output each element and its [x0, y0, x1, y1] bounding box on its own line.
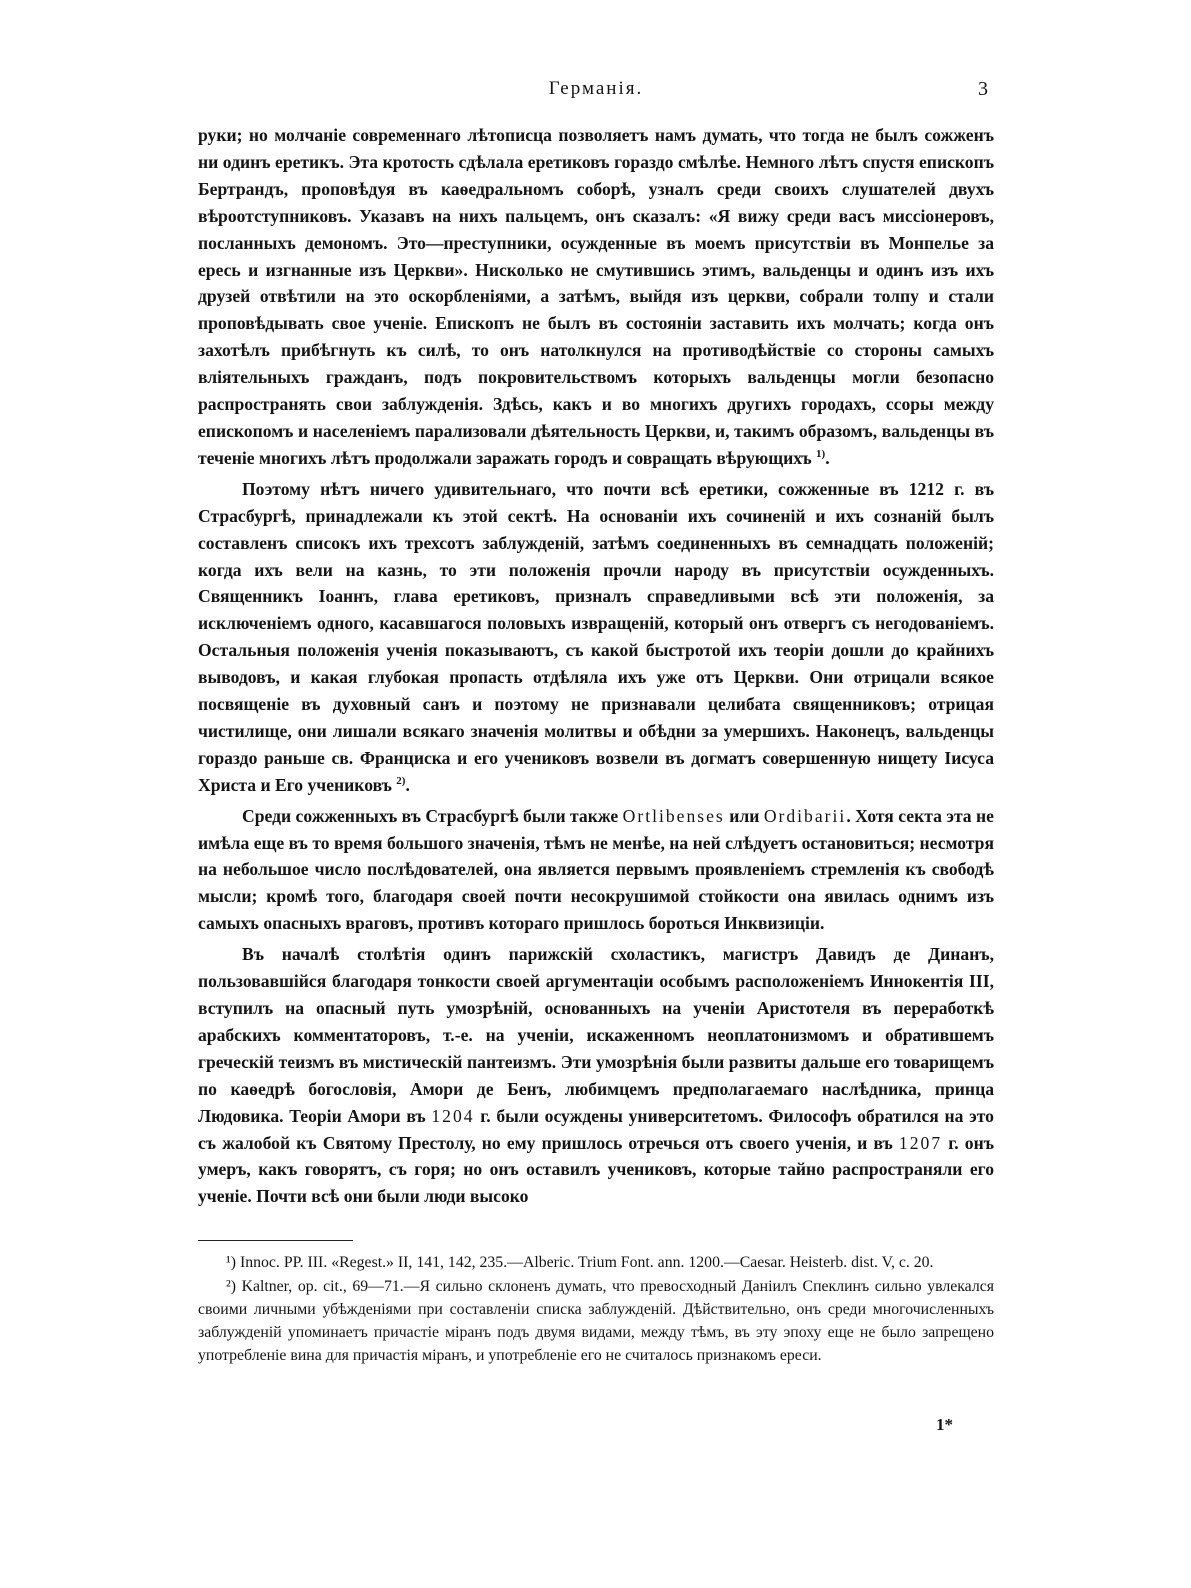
footnote-1 — [198, 1251, 994, 1274]
footnotes — [198, 1251, 994, 1368]
paragraph-3-part-a: Среди сожженныхъ въ Страсбургѣ были также — [242, 805, 623, 826]
paragraph-3-part-b: или — [724, 805, 764, 826]
paragraph-4-part-c: г. онъ умеръ, какъ говорятъ, съ горя; но онъ оставилъ учениковъ, которые тайно распространяли его ученіе. Почти всѣ они были люди высоко — [198, 1132, 994, 1207]
paragraph-3-part-c: . Хотя секта эта не имѣла еще въ то время большого значенія, тѣмъ не менѣе, на ней слѣдуетъ остановиться; несмотря на небольшое число послѣдователей, она является первымъ проявленіемъ стремленія къ свободѣ мысли; кромѣ того, благодаря своей почти несокрушимой стойкости она явилась однимъ изъ самыхъ опасныхъ враговъ, противъ котораго пришлось бороться Инквизиціи. — [198, 805, 994, 934]
footnote-ref-1: 1) — [816, 448, 826, 461]
page-header — [198, 78, 994, 108]
paragraph-2-end: . — [405, 774, 410, 795]
year-1204: 1204 — [431, 1105, 475, 1126]
paragraph-1-end: . — [825, 447, 830, 468]
footnote-1-mark: ¹) — [226, 1254, 236, 1271]
year-1207: 1207 — [898, 1132, 943, 1153]
paragraph-4-part-b: г. были осуждены университетомъ. Философъ обратился на это съ жалобой къ Святому Престолу, но ему пришлось отречься отъ своего ученія, и въ — [198, 1105, 994, 1153]
paragraph-1-text: руки; но молчаніе современнаго лѣтописца позволяетъ намъ думать, что тогда не былъ сожженъ ни одинъ еретикъ. Эта кротость сдѣлала еретиковъ гораздо смѣлѣе. Немного лѣтъ спустя епископъ Бертрандъ, проповѣдуя въ каѳедральномъ соборѣ, узналъ среди своихъ слушателей двухъ вѣроотступниковъ. Указавъ на нихъ пальцемъ, онъ сказалъ: «Я вижу среди васъ миссіонеровъ, посланныхъ демономъ. Это—преступники, осужденные въ моемъ присутствіи въ Монпелье за ересь и изгнанные изъ Церкви». Нисколько не смутившись этимъ, вальденцы и одинъ изъ ихъ друзей отвѣтили на это оскорбленіями, а затѣмъ, выйдя изъ церкви, собрали толпу и стали проповѣдывать свое ученіе. Епископъ не былъ въ состояніи заставить ихъ молчать; когда онъ захотѣлъ прибѣгнуть къ силѣ, то онъ натолкнулся на противодѣйствіе со стороны самыхъ вліятельныхъ гражданъ, подъ покровительствомъ которыхъ вальденцы могли безопасно распространять свои заблужденія. Здѣсь, какъ и во многихъ другихъ городахъ, ссоры между епископомъ и населеніемъ парализовали дѣятельность Церкви, и, такимъ образомъ, вальденцы въ теченіе многихъ лѣтъ продолжали заражать городъ и совращать вѣрующихъ — [198, 125, 994, 468]
footnote-2 — [198, 1275, 994, 1367]
paragraph-4 — [198, 941, 994, 1210]
paragraph-3 — [198, 803, 994, 938]
main-text — [198, 122, 994, 1210]
page-number: 3 — [978, 78, 988, 100]
running-title: Германія. — [548, 78, 644, 99]
term-ortlibenses: Ortlibenses — [622, 805, 725, 826]
paragraph-1 — [198, 122, 994, 472]
term-ordibarii: Ordibarii — [763, 805, 847, 826]
signature-mark: 1* — [936, 1415, 953, 1434]
paragraph-4-part-a: Въ началѣ столѣтія одинъ парижскій схоластикъ, магистръ Давидъ де Динанъ, пользовавшійся благодаря тонкости своей аргументаціи особымъ расположеніемъ Иннокентія III, вступилъ на опасный путь умозрѣній, основанныхъ на ученіи Аристотеля въ переработкѣ арабскихъ комментаторовъ, т.-е. на ученіи, искаженномъ неоплатонизмомъ и обратившемъ греческій теизмъ въ мистическій пантеизмъ. Эти умозрѣнія были развиты дальше его товарищемъ по каѳедрѣ богословія, Амори де Бенъ, любимцемъ предполагаемаго наслѣдника, принца Людовика. Теоріи Амори въ — [198, 944, 994, 1126]
paragraph-2 — [198, 476, 994, 799]
footnote-2-mark: ²) — [226, 1278, 236, 1295]
footnote-2-text: Kaltner, op. cit., 69—71.—Я сильно склоненъ думать, что превосходный Даніилъ Спеклинъ сильно увлекался своими личными убѣжденіями при составленіи списка заблужденій. Дѣйствительно, онъ среди многочисленныхъ заблужденій упоминаетъ причастіе міранъ подъ двумя видами, между тѣмъ, въ эту эпоху еще не было запрещено употребленіе вина для причастія міранъ, и употребленіе его не считалось признакомъ ереси. — [198, 1278, 994, 1364]
footnote-ref-2: 2) — [396, 774, 406, 787]
paragraph-2-text: Поэтому нѣтъ ничего удивительнаго, что почти всѣ еретики, сожженные въ 1212 г. въ Страсбургѣ, принадлежали къ этой сектѣ. На основаніи ихъ сочиненій и ихъ сознаній былъ составленъ списокъ ихъ трехсотъ заблужденій, затѣмъ соединенныхъ въ семнадцать положеній; когда ихъ вели на казнь, то эти положенія прочли народу въ присутствіи осужденныхъ. Священникъ Іоаннъ, глава еретиковъ, призналъ справедливыми всѣ эти положенія, за исключеніемъ одного, касавшагося половыхъ извращеній, который онъ отвергъ съ негодованіемъ. Остальныя положенія ученія показываютъ, съ какой быстротой ихъ теоріи дошли до крайнихъ выводовъ, и какая глубокая пропасть отдѣляла ихъ уже отъ Церкви. Они отрицали всякое посвященіе въ духовный санъ и поэтому не признавали целибата священниковъ; отрицая чистилище, они лишали всякаго значенія молитвы и обѣдни за умершихъ. Наконецъ, вальденцы гораздо раньше св. Франциска и его учениковъ возвели въ догматъ совершенную нищету Іисуса Христа и Его учениковъ — [198, 478, 994, 795]
footnote-divider — [198, 1240, 353, 1241]
footnote-1-text: Innoc. PP. III. «Regest.» II, 141, 142, 235.—Alberic. Trium Font. ann. 1200.—Caesar. Heisterb. dist. V, c. 20. — [236, 1254, 934, 1271]
